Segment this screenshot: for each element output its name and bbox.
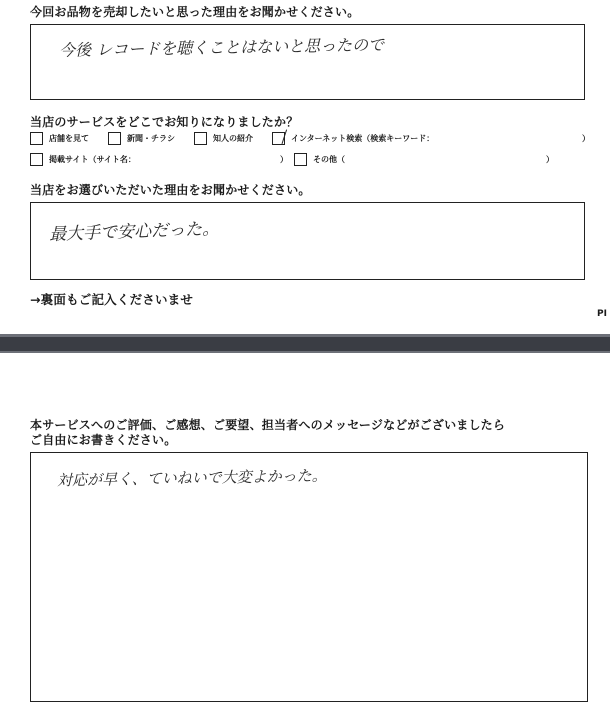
option-listing-site: 掲載サイト（サイト名：: [30, 153, 136, 166]
question-feedback-line1: 本サービスへのご評価、ご感想、ご要望、担当者へのメッセージなどがございましたら: [30, 418, 506, 432]
checkbox-referral: [194, 132, 207, 145]
checkbox-store: [30, 132, 43, 145]
continue-on-back-note: →裏面もご記入くださいませ: [30, 292, 194, 307]
answer-box-feedback: [30, 452, 588, 702]
close-paren: ）: [582, 134, 590, 143]
option-referral: 知人の紹介: [194, 132, 253, 145]
question-how-found: 当店のサービスをどこでお知りになりましたか？: [30, 115, 299, 129]
edge-text: PI: [597, 309, 607, 319]
question-sell-reason: 今回お品物を売却したいと思った理由をお聞かせください。: [30, 5, 360, 19]
close-paren: ）: [546, 155, 554, 164]
option-store: 店舗を見て: [30, 132, 89, 145]
page-edge-shadow: [0, 351, 610, 353]
option-internet-search: インターネット検索（検索キーワード：: [272, 132, 434, 145]
checkbox-internet-search-checked: [272, 132, 285, 145]
checkbox-listing-site: [30, 153, 43, 166]
checkbox-other: [294, 153, 307, 166]
answer-box-why-chosen: [30, 202, 585, 280]
question-feedback-line2: ご自由にお書きください。: [30, 433, 177, 447]
option-other: その他（: [294, 153, 345, 166]
question-why-chosen: 当店をお選びいただいた理由をお聞かせください。: [30, 183, 311, 197]
close-paren: ）: [280, 155, 288, 164]
option-newspaper: 新聞・チラシ: [108, 132, 175, 145]
answer-box-sell-reason: [30, 24, 585, 100]
page-divider: [0, 337, 610, 351]
handwritten-why-chosen: 最大手で安心だった。: [48, 219, 220, 245]
checkbox-newspaper: [108, 132, 121, 145]
handwritten-sell-reason: 今後 レコードを聴くことはないと思ったので: [58, 35, 385, 60]
handwritten-feedback: 対応が早く、ていねいで大変よかった。: [56, 466, 327, 490]
